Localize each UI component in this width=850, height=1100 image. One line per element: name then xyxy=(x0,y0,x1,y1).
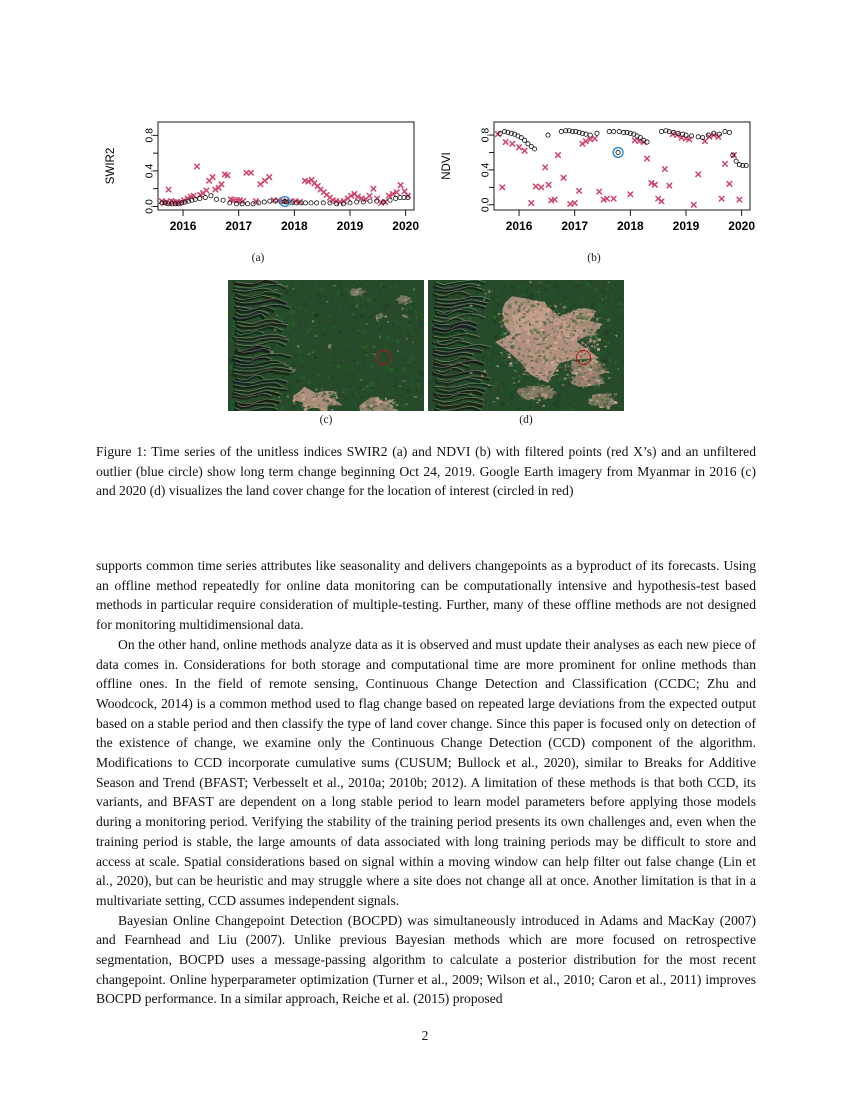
chart-b-canvas xyxy=(432,110,756,250)
subcaption-b: (b) xyxy=(587,252,601,264)
location-of-interest-circle-c xyxy=(376,350,391,365)
svg-text:2017: 2017 xyxy=(561,219,589,233)
svg-text:2016: 2016 xyxy=(505,219,533,233)
chart-panel-b xyxy=(432,110,756,264)
satellite-panel-d xyxy=(428,280,624,426)
chart-panel-a xyxy=(96,110,420,264)
figure-1 xyxy=(96,110,756,426)
svg-text:0.8: 0.8 xyxy=(479,127,492,143)
subcaption-c: (c) xyxy=(319,414,333,426)
body-paragraph: On the other hand, online methods analyze data as it is observed and must update their analyses as each new piece of data comes in. Considerations for both storage and computational time are more prominent for online methods than offline ones. In the field of remote sensing, Continuous Change Detection and Classification (CCDC; Zhu and Woodcock, 2014) is a common method used to flag change based on repeated large deviations from the expected output based on a stable period and then classify the type of land cover change. Since this paper is focused only on detection of the existence of change, we examine only the Continuous Change Detection (CCD) component of the algorithm. Modifications to CCD incorporate cumulative sums (CUSUM; Bullock et al., 2020), similar to Breaks for Additive Season and Trend (BFAST; Verbesselt et al., 2010a; 2010b; 2012). A limitation of these methods is that both CCD, its variants, and BFAST are dependent on a long stable period to learn model parameters before applying those models during a monitoring period. Verifying the stability of the training period presents its own challenges and, even when the training period is stable, the large amounts of data associated with long training periods may be difficult to store and access at scale. Spatial considerations based on signal within a moving window can help filter out false change (Lin et al., 2020), but can be heuristic and may struggle where a site does not change all at once. Another limitation is that in a multivariate setting, CCD assumes independent signals. xyxy=(96,636,756,908)
subcaption-d: (d) xyxy=(519,414,533,426)
body-paragraph: Bayesian Online Changepoint Detection (BOCPD) was simultaneously introduced in Adams and MacKay (2007) and Fearnhead and Liu (2007). Unlike previous Bayesian methods which are more focused on retrospective segmentation, BOCPD uses a message-passing algorithm to calculate a posterior distribution for the most recent changepoint. Online hyperparameter optimization (Turner et al., 2009; Wilson et al., 2010; Caron et al., 2011) improves BOCPD performance. In a similar approach, Reiche et al. (2015) proposed xyxy=(96,912,756,1007)
svg-text:2017: 2017 xyxy=(225,219,253,233)
satellite-image-2020 xyxy=(428,280,624,411)
satellite-image-2020-wrap xyxy=(428,280,624,411)
satellite-images-row xyxy=(96,280,756,426)
location-of-interest-circle-d xyxy=(576,350,591,365)
ndvi-scatter-plot xyxy=(432,110,756,250)
svg-text:0.4: 0.4 xyxy=(479,162,492,178)
satellite-panel-c xyxy=(228,280,424,426)
satellite-image-2016 xyxy=(228,280,424,411)
figure-caption: Figure 1: Time series of the unitless indices SWIR2 (a) and NDVI (b) with filtered points (red X’s) and an unfiltered outlier (blue circle) show long term change beginning Oct 24, 2019. Google Earth imagery from Myanmar in 2016 (c) and 2020 (d) visualizes the land cover change for the location of interest (circled in red) xyxy=(96,444,756,499)
svg-text:0.0: 0.0 xyxy=(479,197,492,213)
page-number: 2 xyxy=(421,1028,429,1043)
satellite-image-2016-wrap xyxy=(228,280,424,411)
svg-text:2020: 2020 xyxy=(392,219,420,233)
charts-row xyxy=(96,110,756,264)
svg-text:2018: 2018 xyxy=(280,219,308,233)
svg-text:NDVI: NDVI xyxy=(441,152,453,180)
svg-text:2018: 2018 xyxy=(616,219,644,233)
svg-text:0.8: 0.8 xyxy=(143,128,156,143)
svg-text:2016: 2016 xyxy=(169,219,197,233)
svg-text:2019: 2019 xyxy=(336,219,364,233)
body-text xyxy=(96,556,756,1009)
body-paragraph: supports common time series attributes like seasonality and delivers changepoints as a byproduct of its forecasts. Using an offline method repeatedly for online data monitoring can be computationally intensive and hypothesis-test based methods in particular require consideration of multiple-testing. Further, many of these offline methods are not designed for monitoring multidimensional data. xyxy=(96,558,756,633)
svg-text:SWIR2: SWIR2 xyxy=(105,147,117,185)
svg-text:0.4: 0.4 xyxy=(143,163,156,179)
swir2-scatter-plot xyxy=(96,110,420,250)
svg-text:2019: 2019 xyxy=(672,219,700,233)
svg-text:2020: 2020 xyxy=(728,219,756,233)
svg-text:0.0: 0.0 xyxy=(143,199,156,214)
chart-a-canvas xyxy=(96,110,420,250)
subcaption-a: (a) xyxy=(251,252,265,264)
